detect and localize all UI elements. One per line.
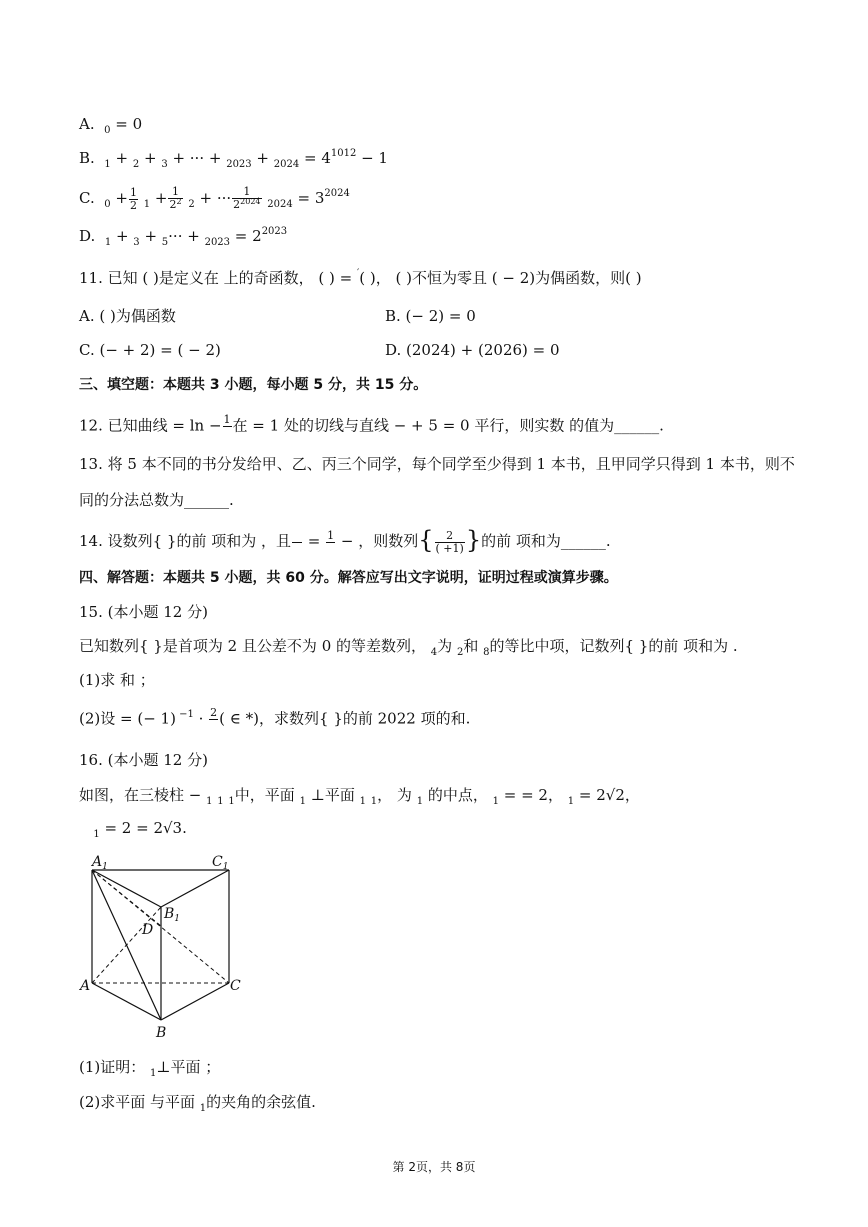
q11-stem: 11. 已知 ( )是定义在 上的奇函数， ( ) = ′( )， ( )不恒为零且 ( − 2)为偶函数，则( ) <box>79 268 642 287</box>
section-4-heading: 四、解答题：本题共 5 小题，共 60 分。解答应写出文字说明，证明过程或演算步骤。 <box>79 570 618 586</box>
q15-part-2: (2)设 = (− 1) $^{-1}$ · 2 ( ∈ *)，求数列{ }的前 2022 项的和. <box>79 706 471 728</box>
q13-line-2: 同的分法总数为______. <box>79 491 234 509</box>
section-3-heading: 三、填空题：本题共 3 小题，每小题 5 分，共 15 分。 <box>79 377 428 393</box>
edge-a-b <box>92 983 161 1020</box>
q16-stem-line-2: $_1$ = 2 = 2√3. <box>93 819 187 840</box>
label-b1: $B_1$ <box>164 906 181 924</box>
q16-stem-line-1: 如图，在三棱柱 − $_1$ $_1$ $_1$中，平面 $_1$ ⊥平面 $_1$ $_1$， 为 $_1$ 的中点， $_1$ = = 2， $_1$ = 2√2， <box>79 786 640 807</box>
q13-line-1: 13. 将 5 本不同的书分发给甲、乙、丙三个同学，每个同学至少得到 1 本书，且甲同学只得到 1 本书，则不 <box>79 455 795 473</box>
q15-part-1: (1)求 和 ； <box>79 671 155 689</box>
triangular-prism-figure <box>78 850 248 1042</box>
label-a1: $A_1$ <box>92 854 108 872</box>
edge-b-c <box>161 983 229 1020</box>
q10-option-a: A. $_0$ = 0 <box>79 115 143 136</box>
q14: 14. 设数列{ }的前 项和为 ，且 = 1 − ，则数列{ $\frac{2}{( +1)}$ }的前 项和为______. <box>79 526 611 555</box>
label-b: B <box>156 1025 167 1041</box>
q16-part-1: (1)证明： $_1$⊥平面 ； <box>79 1058 221 1079</box>
q12: 12. 已知曲线 = ln − 1 在 = 1 处的切线与直线 − + 5 = 0 平行，则实数 的值为______. <box>79 413 664 435</box>
q15-heading: 15. (本小题 12 分) <box>79 603 208 621</box>
q11-option-b: B. (− 2) = 0 <box>385 307 476 325</box>
edge-a1-b1 <box>92 870 161 907</box>
q11-option-c: C. (− + 2) = ( − 2) <box>79 341 221 359</box>
q16-heading: 16. (本小题 12 分) <box>79 751 208 769</box>
q10-option-c: C. $_0$ + $\frac{1}{2}$ $_1$ + $\frac{1}{2^2}$ $_2$ + ··· $\frac{1}{2^{2024}}$ $_{2024} = 3^{2024}$ <box>79 185 350 212</box>
q11-option-d: D. (2024) + (2026) = 0 <box>385 341 560 359</box>
label-a: A <box>80 978 91 994</box>
edge-b1-c1 <box>161 870 229 907</box>
q16-part-2: (2)求平面 与平面 $_1$的夹角的余弦值. <box>79 1093 316 1114</box>
q10-option-b: B. $_1$ + $_2$ + $_3$ + ··· + $_{2023} + _{2024} = 4^{1012} - 1$ <box>79 148 388 170</box>
q11-option-a: A. ( )为偶函数 <box>79 307 176 325</box>
label-c1: $C_1$ <box>212 854 229 872</box>
segment-a1-d-hidden <box>92 870 161 926</box>
q10-option-d: D. $_1 + _3 + _5\cdot\cdot\cdot + _{2023} = 2^{2023}$ <box>79 226 288 248</box>
label-d: D <box>142 922 154 938</box>
label-c: C <box>230 978 241 994</box>
segment-a-b1-hidden <box>92 907 161 983</box>
q15-stem: 已知数列{ }是首项为 2 且公差不为 0 的等差数列， $_4$为 $_2$和 $_8$的等比中项，记数列{ }的前 项和为 . <box>79 637 738 658</box>
page-footer: 第 2页，共 8页 <box>392 1160 476 1174</box>
